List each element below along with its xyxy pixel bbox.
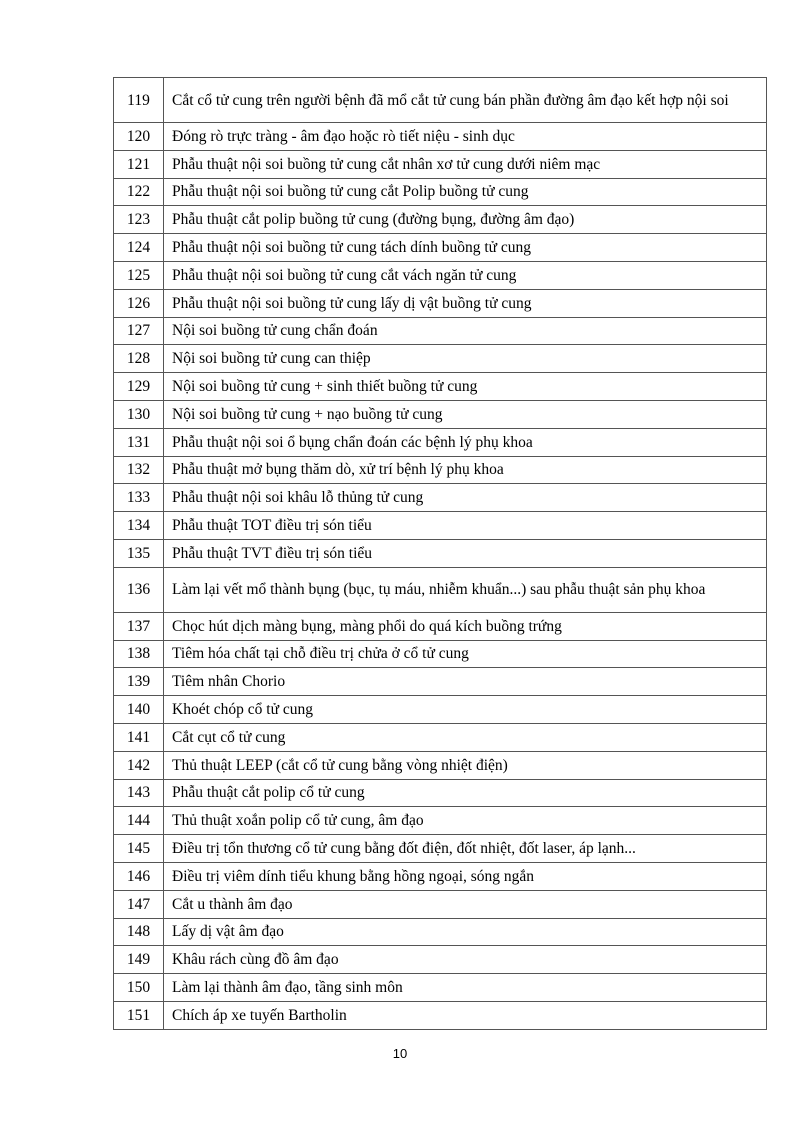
- row-number: 135: [114, 539, 164, 567]
- row-number: 146: [114, 862, 164, 890]
- row-number: 121: [114, 150, 164, 178]
- table-row: [114, 779, 767, 807]
- table-row: [114, 723, 767, 751]
- row-number: 139: [114, 668, 164, 696]
- row-number: 136: [114, 567, 164, 612]
- table-row: [114, 974, 767, 1002]
- table-row: [114, 456, 767, 484]
- table-row: [114, 890, 767, 918]
- procedure-name: Nội soi buồng tử cung can thiệp: [164, 345, 767, 373]
- procedure-name: Phẫu thuật nội soi buồng tử cung cắt nhân xơ tử cung dưới niêm mạc: [164, 150, 767, 178]
- table-row: [114, 946, 767, 974]
- row-number: 124: [114, 234, 164, 262]
- procedure-name: Phẫu thuật cắt polip buồng tử cung (đường bụng, đường âm đạo): [164, 206, 767, 234]
- table-row: [114, 918, 767, 946]
- row-number: 141: [114, 723, 164, 751]
- row-number: 150: [114, 974, 164, 1002]
- table-row: [114, 484, 767, 512]
- procedure-name: Khoét chóp cổ tử cung: [164, 696, 767, 724]
- table-row: [114, 862, 767, 890]
- procedure-name: Lấy dị vật âm đạo: [164, 918, 767, 946]
- row-number: 148: [114, 918, 164, 946]
- table-row: [114, 696, 767, 724]
- table-row: [114, 289, 767, 317]
- row-number: 144: [114, 807, 164, 835]
- table-row: [114, 835, 767, 863]
- table-row: [114, 807, 767, 835]
- procedure-name: Phẫu thuật nội soi buồng tử cung cắt vách ngăn tử cung: [164, 261, 767, 289]
- row-number: 132: [114, 456, 164, 484]
- table-row: [114, 668, 767, 696]
- row-number: 128: [114, 345, 164, 373]
- row-number: 137: [114, 612, 164, 640]
- procedure-name: Nội soi buồng tử cung + sinh thiết buồng tử cung: [164, 373, 767, 401]
- row-number: 120: [114, 123, 164, 151]
- procedure-name: Phẫu thuật nội soi khâu lỗ thủng tử cung: [164, 484, 767, 512]
- row-number: 138: [114, 640, 164, 668]
- procedure-name: Khâu rách cùng đồ âm đạo: [164, 946, 767, 974]
- procedure-name: Nội soi buồng tử cung chẩn đoán: [164, 317, 767, 345]
- page-number: 10: [392, 1046, 408, 1061]
- procedure-name: Nội soi buồng tử cung + nạo buồng tử cung: [164, 400, 767, 428]
- procedure-name: Thủ thuật xoắn polip cổ tử cung, âm đạo: [164, 807, 767, 835]
- procedure-name: Điều trị viêm dính tiểu khung bằng hồng ngoại, sóng ngắn: [164, 862, 767, 890]
- table-row: [114, 345, 767, 373]
- procedure-name: Phẫu thuật mở bụng thăm dò, xử trí bệnh lý phụ khoa: [164, 456, 767, 484]
- table-row: [114, 78, 767, 123]
- procedure-name: Tiêm hóa chất tại chỗ điều trị chửa ở cổ tử cung: [164, 640, 767, 668]
- procedure-name: Đóng rò trực tràng - âm đạo hoặc rò tiết niệu - sinh dục: [164, 123, 767, 151]
- procedure-name: Phẫu thuật nội soi buồng tử cung tách dính buồng tử cung: [164, 234, 767, 262]
- procedure-name: Làm lại vết mổ thành bụng (bục, tụ máu, nhiễm khuẩn...) sau phẫu thuật sản phụ khoa: [164, 567, 767, 612]
- procedure-name: Phẫu thuật TOT điều trị són tiểu: [164, 512, 767, 540]
- row-number: 126: [114, 289, 164, 317]
- table-row: [114, 178, 767, 206]
- procedure-name: Thủ thuật LEEP (cắt cổ tử cung bằng vòng nhiệt điện): [164, 751, 767, 779]
- row-number: 122: [114, 178, 164, 206]
- row-number: 129: [114, 373, 164, 401]
- table-row: [114, 612, 767, 640]
- procedure-name: Cắt cụt cổ tử cung: [164, 723, 767, 751]
- procedure-name: Tiêm nhân Chorio: [164, 668, 767, 696]
- procedure-name: Phẫu thuật nội soi buồng tử cung lấy dị vật buồng tử cung: [164, 289, 767, 317]
- row-number: 140: [114, 696, 164, 724]
- procedure-table: [113, 77, 767, 1030]
- table-row: [114, 640, 767, 668]
- procedure-name: Chọc hút dịch màng bụng, màng phổi do quá kích buồng trứng: [164, 612, 767, 640]
- table-row: [114, 512, 767, 540]
- procedure-name: Phẫu thuật cắt polip cổ tử cung: [164, 779, 767, 807]
- table-row: [114, 400, 767, 428]
- row-number: 149: [114, 946, 164, 974]
- row-number: 145: [114, 835, 164, 863]
- row-number: 119: [114, 78, 164, 123]
- row-number: 131: [114, 428, 164, 456]
- procedure-name: Làm lại thành âm đạo, tầng sinh môn: [164, 974, 767, 1002]
- table-row: [114, 261, 767, 289]
- row-number: 143: [114, 779, 164, 807]
- table-row: [114, 373, 767, 401]
- procedure-name: Cắt cổ tử cung trên người bệnh đã mổ cắt tử cung bán phần đường âm đạo kết hợp nội soi: [164, 78, 767, 123]
- procedure-name: Chích áp xe tuyến Bartholin: [164, 1001, 767, 1029]
- table-row: [114, 567, 767, 612]
- procedure-name: Điều trị tổn thương cổ tử cung bằng đốt điện, đốt nhiệt, đốt laser, áp lạnh...: [164, 835, 767, 863]
- row-number: 133: [114, 484, 164, 512]
- table-row: [114, 428, 767, 456]
- procedure-name: Phẫu thuật nội soi ổ bụng chẩn đoán các bệnh lý phụ khoa: [164, 428, 767, 456]
- row-number: 142: [114, 751, 164, 779]
- table-row: [114, 1001, 767, 1029]
- row-number: 123: [114, 206, 164, 234]
- procedure-name: Phẫu thuật TVT điều trị són tiểu: [164, 539, 767, 567]
- table-row: [114, 751, 767, 779]
- row-number: 151: [114, 1001, 164, 1029]
- row-number: 127: [114, 317, 164, 345]
- table-row: [114, 234, 767, 262]
- table-row: [114, 150, 767, 178]
- row-number: 134: [114, 512, 164, 540]
- procedure-name: Phẫu thuật nội soi buồng tử cung cắt Polip buồng tử cung: [164, 178, 767, 206]
- procedure-name: Cắt u thành âm đạo: [164, 890, 767, 918]
- row-number: 147: [114, 890, 164, 918]
- table-row: [114, 123, 767, 151]
- row-number: 130: [114, 400, 164, 428]
- table-row: [114, 539, 767, 567]
- row-number: 125: [114, 261, 164, 289]
- table-row: [114, 317, 767, 345]
- table-row: [114, 206, 767, 234]
